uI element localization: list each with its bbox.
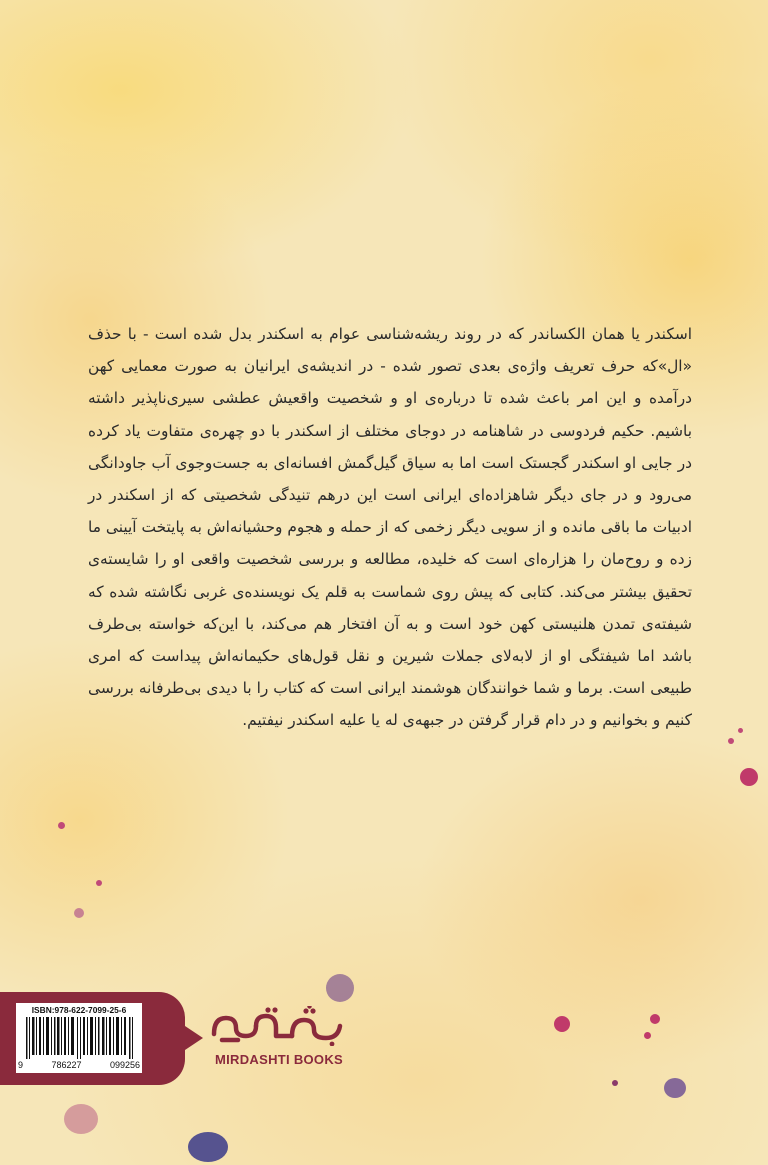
ink-stain (326, 974, 354, 1002)
barcode-digit-left: 786227 (51, 1060, 82, 1070)
publisher-logo-icon (208, 1006, 348, 1046)
barcode-digits (18, 1060, 140, 1070)
ink-stain (74, 908, 84, 918)
ink-stain (650, 1014, 660, 1024)
ink-stain (612, 1080, 618, 1086)
ink-stain (728, 738, 734, 744)
synopsis-paragraph: اسکندر یا همان الکساندر که در روند ریشه‌شناسی عوام به اسکندر بدل شده است - با حذف «ال»که حرف تعریف واژه‌ی بعدی تصور شده - در اندیشه‌ی ایرانیان به صورت معمایی کهن درآمده و این امر باعث شده تا درباره‌ی او و شخصیت واقعیش عطشی سیری‌ناپذیر داشته باشیم. حکیم فردوسی در شاهنامه در دوجای مختلف از اسکندر با دو چهره‌ی متفاوت یاد کرده در جایی او اسکندر گجستک است اما به سیاق گیل‌گمش افسانه‌ای به جست‌وجوی آب جاودانگی می‌رود و در جای دیگر شاهزاده‌ای ایرانی است این درهم تنیدگی شخصیتی که از اسکندر در ادبیات ما باقی مانده و از سویی دیگر زخمی که از حمله و هجوم وحشیانه‌اش به پایتخت آیینی ما زده و روح‌مان را هزاره‌ای است که خلیده، مطالعه و بررسی شخصیت واقعی او را شایسته‌ی تحقیق بیشتر می‌کند. کتابی که پیش روی شماست به قلم یک نویسنده‌ی غربی نگاشته شده که شیفته‌ی تمدن هلنیستی کهن خود است و به آن افتخار هم می‌کند، با این‌که خواسته بی‌طرف باشد اما شیفتگی او از لابه‌لای جملات شیرین و نقل قول‌های حکیمانه‌اش پیداست که امری طبیعی است. برما و شما خوانندگان هوشمند ایرانی است که کتاب را با دیدی بی‌طرفانه بررسی کنیم و بخوانیم و در دام قرار گرفتن در جبهه‌ی له یا علیه اسکندر نیفتیم. (88, 325, 692, 730)
barcode-icon (26, 1017, 134, 1059)
ink-stain (554, 1016, 570, 1032)
barcode-digit-right: 099256 (109, 1060, 140, 1070)
barcode-digit-prefix: 9 (18, 1060, 24, 1070)
isbn-barcode-box (16, 1003, 142, 1073)
ink-stain (738, 728, 743, 733)
ink-stain (58, 822, 65, 829)
ink-stain (644, 1032, 651, 1039)
ink-stain (188, 1132, 228, 1162)
isbn-label: ISBN:978-622-7099-25-6 (31, 1005, 127, 1015)
ink-stain (64, 1104, 98, 1134)
publisher-brand-name: MIRDASHTI BOOKS (215, 1052, 343, 1067)
synopsis-text (88, 318, 692, 737)
ink-stain (96, 880, 102, 886)
ink-stain (740, 768, 758, 786)
publisher-logo (200, 1006, 358, 1072)
ink-stain (664, 1078, 686, 1098)
